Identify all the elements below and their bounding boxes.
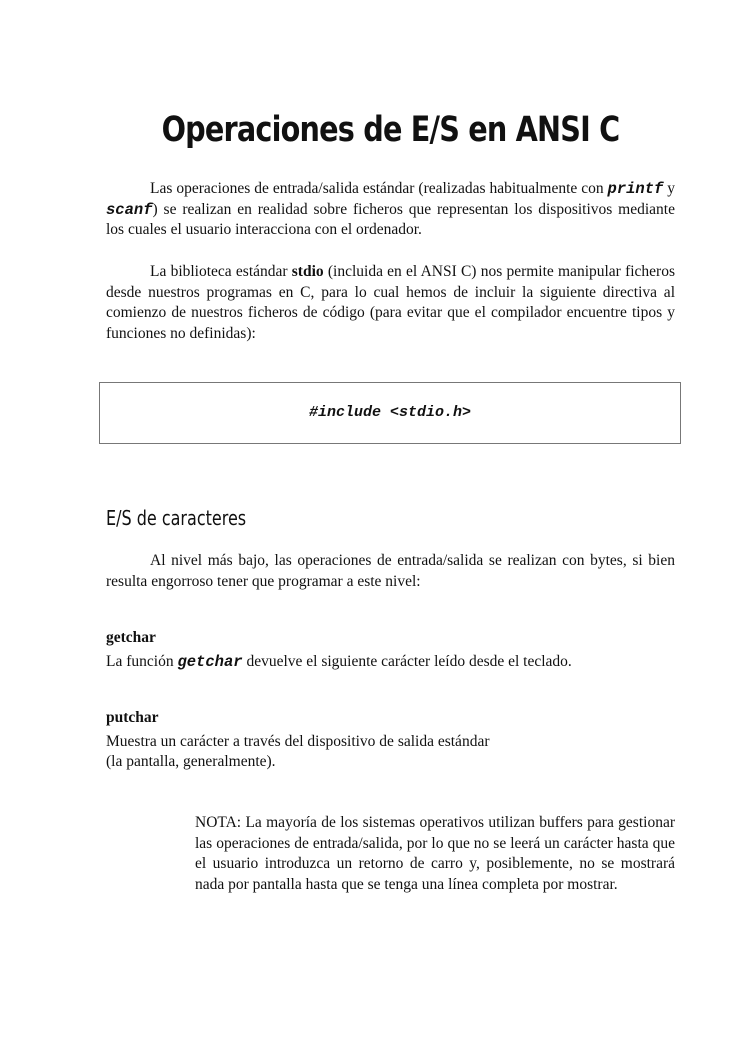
intro-p1-text-b: ) se realizan en realidad sobre ficheros que representan los dispositivos mediante los cuales el usuario interacciona con el ordenador. (106, 200, 675, 238)
intro-p2-text-a: La biblioteca estándar (150, 263, 292, 280)
scanf-keyword: scanf (106, 200, 153, 219)
page-title: Operaciones de E/S en ANSI C (161, 110, 620, 151)
putchar-description-line-2: (la pantalla, generalmente). (106, 753, 276, 770)
intro-p2-text-b: (incluida en el ANSI C) nos permite manipular ficheros desde nuestros programas en C, para lo cual hemos de incluir la siguiente directiva al comienzo de nuestros ficheros de código (para evitar que el compilador encuentre tipos y funciones no definidas): (106, 263, 675, 342)
intro-paragraph-1 (106, 179, 675, 241)
intro-p1-text-a: Las operaciones de entrada/salida estándar (realizadas habitualmente con (150, 180, 604, 197)
getchar-text-a: La función (106, 653, 178, 670)
section-heading: E/S de caracteres (106, 506, 247, 530)
code-block (99, 382, 681, 444)
getchar-keyword: getchar (177, 653, 243, 671)
getchar-description (106, 652, 572, 673)
printf-keyword: printf (607, 180, 664, 198)
intro-paragraph-2 (106, 262, 675, 344)
section-intro-text: Al nivel más bajo, las operaciones de entrada/salida se realizan con bytes, si bien resulta engorroso tener que programar a este nivel: (106, 552, 675, 590)
putchar-heading: putchar (106, 709, 159, 726)
putchar-description-line-1: Muestra un carácter a través del dispositivo de salida estándar (106, 733, 490, 750)
include-directive: #include <stdio.h> (308, 403, 472, 421)
note-paragraph: NOTA: La mayoría de los sistemas operativos utilizan buffers para gestionar las operaciones de entrada/salida, por lo que no se leerá un carácter hasta que el usuario introduzca un retorno de carro y, posiblemente, no se mostrará nada por pantalla hasta que se tenga una línea completa por mostrar. (195, 814, 675, 893)
section-intro-paragraph (106, 551, 675, 592)
getchar-text-b: devuelve el siguiente carácter leído desde el teclado. (242, 653, 572, 670)
getchar-heading: getchar (106, 629, 156, 646)
stdio-keyword: stdio (291, 263, 324, 280)
intro-p1-y: y (663, 180, 676, 197)
